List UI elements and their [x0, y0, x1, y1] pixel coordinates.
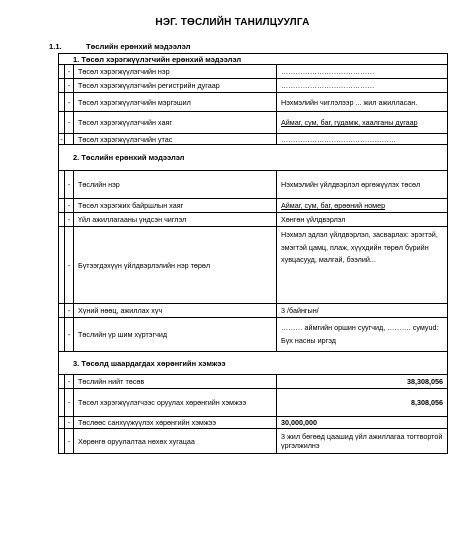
row-value: 8,308,056 — [277, 389, 448, 417]
table-row — [59, 227, 448, 304]
row-label: Үйл ажиллагааны үндсэн чиглэл — [74, 213, 277, 227]
part2-heading-row — [59, 145, 448, 171]
row-marker: - — [65, 199, 74, 213]
table-row — [59, 429, 448, 454]
row-marker: - — [65, 375, 74, 389]
row-label: Төслийн нийт төсөв — [74, 375, 277, 389]
part2-heading: 2. Төслийн ерөнхий мэдээлэл — [59, 145, 448, 171]
table-row — [59, 171, 448, 199]
part1-heading: 1. Төсөл хэрэгжүүлэгчийн ерөнхий мэдээлэл — [59, 54, 448, 65]
row-marker: - — [65, 304, 74, 318]
row-value: ………………………………… — [277, 79, 448, 93]
row-value: Нэхмэлийн үйлдвэрлэл өргөжүүлэх төсөл — [277, 171, 448, 199]
table-row — [59, 199, 448, 213]
table-row — [59, 417, 448, 429]
table-row — [59, 318, 448, 352]
row-label: Төсөл хэрэгжүүлэгчийн регистрийн дугаар — [74, 79, 277, 93]
row-value: ………………………………………… — [277, 134, 448, 145]
row-marker: - — [60, 134, 63, 144]
part1-heading-row — [59, 54, 448, 65]
row-label: Төсөл хэрэгжүүлэгчээс оруулах хөрөнгийн хэмжээ — [74, 389, 277, 417]
row-label: Төслөөс санхүүжүүлэх хөрөнгийн хэмжээ — [74, 417, 277, 429]
row-value: 38,308,056 — [277, 375, 448, 389]
row-label: Хүний нөөц, ажиллах хүч — [74, 304, 277, 318]
part3-heading-row — [59, 352, 448, 375]
row-value: 3 жил бөгөөд цаашид үйл ажиллагаа тогтвортой үргэлжилнэ — [277, 429, 448, 454]
page-title: НЭГ. ТӨСЛИЙН ТАНИЛЦУУЛГА — [155, 17, 310, 28]
row-label: Төслийн үр шим хүртэгчид — [74, 318, 277, 352]
row-label: Төсөл хэрэгжүүлэгчийн мэргэшил — [74, 93, 277, 112]
row-marker: - — [65, 417, 74, 429]
row-label: Хөрөнгө оруулалтаа нөхөх хугацаа — [74, 429, 277, 454]
row-label: Төслийн нэр — [74, 171, 277, 199]
row-value: Аймаг, сум, баг, өрөөний номер — [277, 199, 448, 213]
section-number: 1.1. — [49, 42, 62, 51]
table-row — [59, 213, 448, 227]
table-row — [59, 79, 448, 93]
row-label: Бүтээгдэхүүн үйлдвэрлэлийн нэр төрөл — [74, 227, 277, 304]
section-title: Төслийн ерөнхий мэдээлэл — [86, 42, 191, 51]
part3-heading: 3. Төсөлд шаардагдах хөрөнгийн хэмжээ — [59, 352, 448, 375]
row-label: Төсөл хэрэгжүүлэгчийн нэр — [74, 65, 277, 79]
row-marker: - — [65, 93, 74, 112]
table-row — [59, 134, 448, 145]
table-row — [59, 304, 448, 318]
row-value: Аймаг, сум, баг, гудамж, хаалганы дугаар — [277, 112, 448, 134]
row-value: Хөнгөн үйлдвэрлэл — [277, 213, 448, 227]
row-marker: - — [65, 389, 74, 417]
row-marker: - — [65, 171, 74, 199]
row-value: 3 /байнгын/ — [277, 304, 448, 318]
row-marker: - — [65, 429, 74, 454]
table-row — [59, 112, 448, 134]
row-label: Төсөл хэрэгжих байршлын хаяг — [74, 199, 277, 213]
row-value: Нэхмэл эдлэл үйлдвэрлэл, засварлах: эрэгтэй, эмэгтэй цамц, плаж, хүүхдийн төрөл бүрийн хувцасууд, малгай, бээлий... — [277, 227, 448, 304]
row-marker: - — [65, 213, 74, 227]
row-label: Төсөл хэрэгжүүлэгчийн хаяг — [74, 112, 277, 134]
row-marker: - — [65, 79, 74, 93]
row-value: ………………………………… — [277, 65, 448, 79]
row-marker: - — [65, 227, 74, 304]
row-marker: - — [65, 65, 74, 79]
row-label: Төсөл хэрэгжүүлэгчийн утас — [74, 134, 277, 145]
row-value: Нэхмэлийн чиглэлээр ... жил ажилласан. — [277, 93, 448, 112]
table-row — [59, 375, 448, 389]
row-value: ……… аймгийн оршин суугчид, ………. сумуud: Бүх насны иргэд — [277, 318, 448, 352]
project-info-table — [58, 53, 448, 454]
row-marker: - — [65, 318, 74, 352]
table-row — [59, 389, 448, 417]
table-row — [59, 93, 448, 112]
row-marker: - — [65, 112, 74, 134]
table-row — [59, 65, 448, 79]
row-value: 30,000,000 — [277, 417, 448, 429]
